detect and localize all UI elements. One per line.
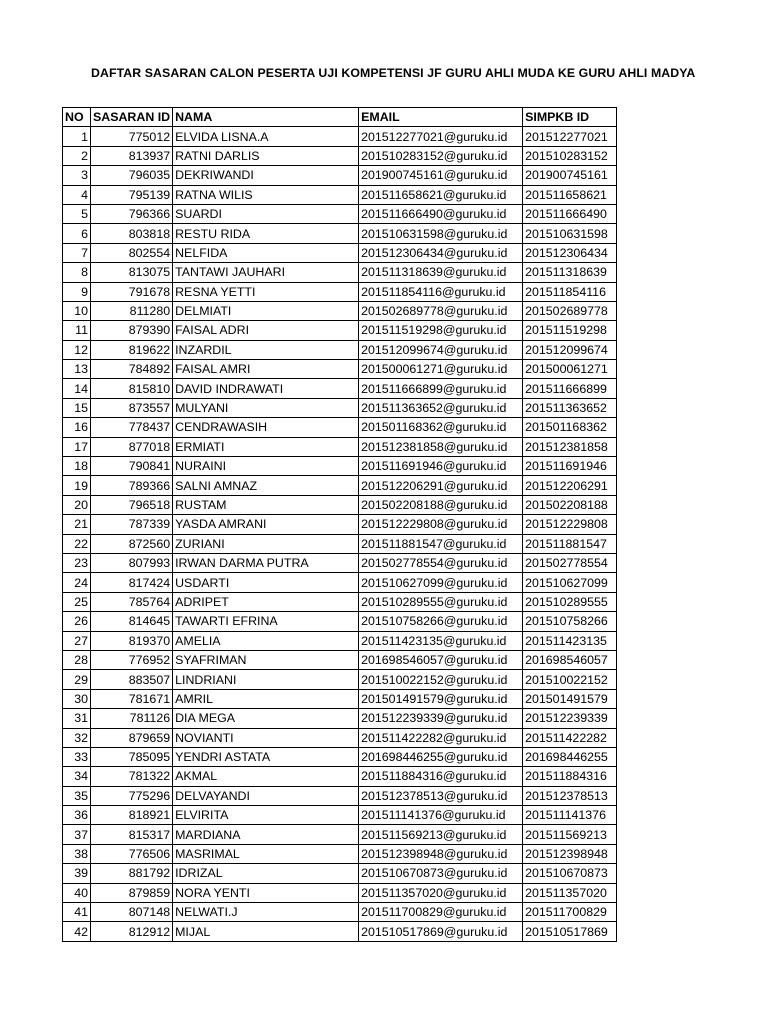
- table-row: [63, 689, 617, 708]
- cell-sasaran-id: 781126: [91, 709, 173, 728]
- cell-simpkb-id: 201511700829: [523, 903, 617, 922]
- cell-no: 1: [63, 127, 91, 146]
- cell-simpkb-id: 201698546057: [523, 650, 617, 669]
- cell-email: 201511357020@guruku.id: [359, 883, 523, 902]
- cell-email: 201511881547@guruku.id: [359, 534, 523, 553]
- cell-nama: YENDRI ASTATA: [173, 747, 359, 766]
- cell-no: 24: [63, 573, 91, 592]
- cell-simpkb-id: 201510631598: [523, 224, 617, 243]
- cell-no: 27: [63, 631, 91, 650]
- cell-nama: MASRIMAL: [173, 844, 359, 863]
- cell-email: 201511700829@guruku.id: [359, 903, 523, 922]
- cell-sasaran-id: 811280: [91, 301, 173, 320]
- cell-no: 6: [63, 224, 91, 243]
- cell-sasaran-id: 873557: [91, 398, 173, 417]
- cell-sasaran-id: 813937: [91, 146, 173, 165]
- table-row: [63, 728, 617, 747]
- cell-simpkb-id: 201510758266: [523, 612, 617, 631]
- cell-nama: DAVID INDRAWATI: [173, 379, 359, 398]
- cell-email: 201511884316@guruku.id: [359, 767, 523, 786]
- table-row: [63, 515, 617, 534]
- cell-simpkb-id: 201511666490: [523, 204, 617, 223]
- cell-nama: RESTU RIDA: [173, 224, 359, 243]
- cell-no: 31: [63, 709, 91, 728]
- cell-nama: MULYANI: [173, 398, 359, 417]
- cell-simpkb-id: 201500061271: [523, 360, 617, 379]
- cell-sasaran-id: 819370: [91, 631, 173, 650]
- document-title: DAFTAR SASARAN CALON PESERTA UJI KOMPETENSI JF GURU AHLI MUDA KE GURU AHLI MADYA: [91, 66, 696, 80]
- table-row: [63, 437, 617, 456]
- cell-nama: ERMIATI: [173, 437, 359, 456]
- cell-simpkb-id: 201511881547: [523, 534, 617, 553]
- table-row: [63, 553, 617, 572]
- cell-no: 35: [63, 786, 91, 805]
- header-email: EMAIL: [359, 108, 523, 127]
- cell-simpkb-id: 201510289555: [523, 592, 617, 611]
- cell-simpkb-id: 201511884316: [523, 767, 617, 786]
- cell-nama: RATNI DARLIS: [173, 146, 359, 165]
- cell-no: 12: [63, 340, 91, 359]
- table-row: [63, 806, 617, 825]
- cell-simpkb-id: 201511666899: [523, 379, 617, 398]
- cell-nama: ZURIANI: [173, 534, 359, 553]
- cell-no: 4: [63, 185, 91, 204]
- cell-nama: AMELIA: [173, 631, 359, 650]
- cell-nama: AMRIL: [173, 689, 359, 708]
- cell-sasaran-id: 815317: [91, 825, 173, 844]
- table-row: [63, 457, 617, 476]
- table-row: [63, 670, 617, 689]
- cell-no: 10: [63, 301, 91, 320]
- table-row: [63, 321, 617, 340]
- table-row: [63, 709, 617, 728]
- cell-no: 42: [63, 922, 91, 941]
- cell-email: 201512206291@guruku.id: [359, 476, 523, 495]
- table-row: [63, 301, 617, 320]
- table-row: [63, 747, 617, 766]
- cell-nama: FAISAL ADRI: [173, 321, 359, 340]
- cell-sasaran-id: 796366: [91, 204, 173, 223]
- table-row: [63, 476, 617, 495]
- cell-simpkb-id: 201510283152: [523, 146, 617, 165]
- table-row: [63, 650, 617, 669]
- cell-email: 201512099674@guruku.id: [359, 340, 523, 359]
- cell-simpkb-id: 201510670873: [523, 864, 617, 883]
- cell-nama: DEKRIWANDI: [173, 166, 359, 185]
- cell-simpkb-id: 201511569213: [523, 825, 617, 844]
- cell-email: 201510670873@guruku.id: [359, 864, 523, 883]
- cell-simpkb-id: 201511519298: [523, 321, 617, 340]
- cell-email: 201512398948@guruku.id: [359, 844, 523, 863]
- cell-no: 28: [63, 650, 91, 669]
- cell-no: 30: [63, 689, 91, 708]
- cell-no: 19: [63, 476, 91, 495]
- cell-nama: ELVIDA LISNA.A: [173, 127, 359, 146]
- table-row: [63, 263, 617, 282]
- cell-nama: AKMAL: [173, 767, 359, 786]
- cell-nama: NURAINI: [173, 457, 359, 476]
- cell-no: 7: [63, 243, 91, 262]
- cell-simpkb-id: 201511854116: [523, 282, 617, 301]
- cell-email: 201511141376@guruku.id: [359, 806, 523, 825]
- table-row: [63, 903, 617, 922]
- cell-no: 26: [63, 612, 91, 631]
- table-row: [63, 573, 617, 592]
- table-row: [63, 922, 617, 941]
- cell-simpkb-id: 201512277021: [523, 127, 617, 146]
- cell-sasaran-id: 881792: [91, 864, 173, 883]
- cell-email: 201510289555@guruku.id: [359, 592, 523, 611]
- cell-nama: NOVIANTI: [173, 728, 359, 747]
- table-row: [63, 495, 617, 514]
- cell-simpkb-id: 201511357020: [523, 883, 617, 902]
- cell-simpkb-id: 201502689778: [523, 301, 617, 320]
- table-row: [63, 534, 617, 553]
- table-body: [63, 127, 617, 941]
- table-row: [63, 592, 617, 611]
- cell-no: 32: [63, 728, 91, 747]
- cell-simpkb-id: 201501168362: [523, 418, 617, 437]
- cell-sasaran-id: 791678: [91, 282, 173, 301]
- cell-email: 201510631598@guruku.id: [359, 224, 523, 243]
- cell-email: 201512381858@guruku.id: [359, 437, 523, 456]
- table-row: [63, 631, 617, 650]
- cell-sasaran-id: 807148: [91, 903, 173, 922]
- table-row: [63, 127, 617, 146]
- cell-sasaran-id: 789366: [91, 476, 173, 495]
- cell-sasaran-id: 879659: [91, 728, 173, 747]
- cell-email: 201900745161@guruku.id: [359, 166, 523, 185]
- table-row: [63, 185, 617, 204]
- table-row: [63, 379, 617, 398]
- cell-email: 201511423135@guruku.id: [359, 631, 523, 650]
- cell-no: 14: [63, 379, 91, 398]
- cell-nama: ADRIPET: [173, 592, 359, 611]
- cell-email: 201512306434@guruku.id: [359, 243, 523, 262]
- table-row: [63, 786, 617, 805]
- document-title-row: [0, 62, 768, 86]
- cell-email: 201512239339@guruku.id: [359, 709, 523, 728]
- cell-no: 40: [63, 883, 91, 902]
- cell-no: 9: [63, 282, 91, 301]
- cell-no: 3: [63, 166, 91, 185]
- cell-sasaran-id: 807993: [91, 553, 173, 572]
- cell-email: 201511691946@guruku.id: [359, 457, 523, 476]
- cell-sasaran-id: 872560: [91, 534, 173, 553]
- cell-sasaran-id: 802554: [91, 243, 173, 262]
- cell-email: 201698446255@guruku.id: [359, 747, 523, 766]
- cell-nama: USDARTI: [173, 573, 359, 592]
- cell-sasaran-id: 817424: [91, 573, 173, 592]
- cell-nama: NELWATI.J: [173, 903, 359, 922]
- cell-email: 201510022152@guruku.id: [359, 670, 523, 689]
- cell-no: 25: [63, 592, 91, 611]
- table-row: [63, 883, 617, 902]
- cell-simpkb-id: 201512229808: [523, 515, 617, 534]
- cell-no: 41: [63, 903, 91, 922]
- table-row: [63, 282, 617, 301]
- cell-simpkb-id: 201511691946: [523, 457, 617, 476]
- cell-sasaran-id: 776506: [91, 844, 173, 863]
- header-no: NO: [63, 108, 91, 127]
- cell-email: 201511569213@guruku.id: [359, 825, 523, 844]
- participant-table: [62, 107, 617, 942]
- cell-simpkb-id: 201900745161: [523, 166, 617, 185]
- table-row: [63, 204, 617, 223]
- cell-sasaran-id: 879859: [91, 883, 173, 902]
- cell-nama: YASDA AMRANI: [173, 515, 359, 534]
- cell-sasaran-id: 877018: [91, 437, 173, 456]
- cell-sasaran-id: 781671: [91, 689, 173, 708]
- cell-sasaran-id: 778437: [91, 418, 173, 437]
- cell-email: 201511318639@guruku.id: [359, 263, 523, 282]
- cell-email: 201512229808@guruku.id: [359, 515, 523, 534]
- cell-sasaran-id: 776952: [91, 650, 173, 669]
- cell-no: 36: [63, 806, 91, 825]
- cell-no: 17: [63, 437, 91, 456]
- table-row: [63, 825, 617, 844]
- cell-no: 11: [63, 321, 91, 340]
- cell-sasaran-id: 775296: [91, 786, 173, 805]
- header-sasaran-id: SASARAN ID: [91, 108, 173, 127]
- cell-no: 20: [63, 495, 91, 514]
- cell-no: 39: [63, 864, 91, 883]
- cell-sasaran-id: 796518: [91, 495, 173, 514]
- table-row: [63, 166, 617, 185]
- cell-simpkb-id: 201512381858: [523, 437, 617, 456]
- header-simpkb-id: SIMPKB ID: [523, 108, 617, 127]
- cell-email: 201502778554@guruku.id: [359, 553, 523, 572]
- cell-simpkb-id: 201510022152: [523, 670, 617, 689]
- cell-simpkb-id: 201510627099: [523, 573, 617, 592]
- table-row: [63, 864, 617, 883]
- cell-simpkb-id: 201512099674: [523, 340, 617, 359]
- cell-email: 201512277021@guruku.id: [359, 127, 523, 146]
- cell-sasaran-id: 814645: [91, 612, 173, 631]
- cell-nama: CENDRAWASIH: [173, 418, 359, 437]
- cell-no: 22: [63, 534, 91, 553]
- cell-no: 15: [63, 398, 91, 417]
- cell-simpkb-id: 201511423135: [523, 631, 617, 650]
- cell-simpkb-id: 201511141376: [523, 806, 617, 825]
- cell-email: 201510627099@guruku.id: [359, 573, 523, 592]
- cell-email: 201511666899@guruku.id: [359, 379, 523, 398]
- cell-nama: NELFIDA: [173, 243, 359, 262]
- cell-sasaran-id: 879390: [91, 321, 173, 340]
- cell-simpkb-id: 201510517869: [523, 922, 617, 941]
- cell-email: 201511422282@guruku.id: [359, 728, 523, 747]
- cell-email: 201512378513@guruku.id: [359, 786, 523, 805]
- cell-sasaran-id: 819622: [91, 340, 173, 359]
- cell-sasaran-id: 795139: [91, 185, 173, 204]
- cell-no: 8: [63, 263, 91, 282]
- cell-nama: MARDIANA: [173, 825, 359, 844]
- cell-sasaran-id: 781322: [91, 767, 173, 786]
- table-row: [63, 340, 617, 359]
- table-row: [63, 360, 617, 379]
- cell-no: 34: [63, 767, 91, 786]
- cell-nama: SYAFRIMAN: [173, 650, 359, 669]
- cell-sasaran-id: 790841: [91, 457, 173, 476]
- cell-no: 2: [63, 146, 91, 165]
- cell-sasaran-id: 813075: [91, 263, 173, 282]
- cell-nama: DIA MEGA: [173, 709, 359, 728]
- cell-no: 13: [63, 360, 91, 379]
- cell-nama: TANTAWI JAUHARI: [173, 263, 359, 282]
- cell-no: 29: [63, 670, 91, 689]
- cell-simpkb-id: 201511363652: [523, 398, 617, 417]
- cell-nama: LINDRIANI: [173, 670, 359, 689]
- header-row: [63, 108, 617, 127]
- cell-email: 201511666490@guruku.id: [359, 204, 523, 223]
- cell-nama: IRWAN DARMA PUTRA: [173, 553, 359, 572]
- cell-email: 201502208188@guruku.id: [359, 495, 523, 514]
- cell-email: 201510758266@guruku.id: [359, 612, 523, 631]
- cell-no: 5: [63, 204, 91, 223]
- cell-simpkb-id: 201512378513: [523, 786, 617, 805]
- cell-simpkb-id: 201511658621: [523, 185, 617, 204]
- cell-simpkb-id: 201501491579: [523, 689, 617, 708]
- cell-sasaran-id: 812912: [91, 922, 173, 941]
- cell-no: 21: [63, 515, 91, 534]
- cell-no: 37: [63, 825, 91, 844]
- cell-sasaran-id: 815810: [91, 379, 173, 398]
- cell-simpkb-id: 201502778554: [523, 553, 617, 572]
- cell-email: 201501168362@guruku.id: [359, 418, 523, 437]
- cell-no: 33: [63, 747, 91, 766]
- cell-email: 201510283152@guruku.id: [359, 146, 523, 165]
- cell-simpkb-id: 201511318639: [523, 263, 617, 282]
- cell-nama: INZARDIL: [173, 340, 359, 359]
- table-row: [63, 767, 617, 786]
- cell-email: 201500061271@guruku.id: [359, 360, 523, 379]
- cell-sasaran-id: 883507: [91, 670, 173, 689]
- cell-no: 16: [63, 418, 91, 437]
- cell-nama: IDRIZAL: [173, 864, 359, 883]
- cell-sasaran-id: 818921: [91, 806, 173, 825]
- cell-email: 201511363652@guruku.id: [359, 398, 523, 417]
- cell-nama: RESNA YETTI: [173, 282, 359, 301]
- cell-nama: DELMIATI: [173, 301, 359, 320]
- cell-nama: SUARDI: [173, 204, 359, 223]
- cell-email: 201511658621@guruku.id: [359, 185, 523, 204]
- cell-sasaran-id: 785764: [91, 592, 173, 611]
- table-row: [63, 398, 617, 417]
- cell-nama: RUSTAM: [173, 495, 359, 514]
- cell-simpkb-id: 201512398948: [523, 844, 617, 863]
- cell-sasaran-id: 775012: [91, 127, 173, 146]
- cell-simpkb-id: 201512239339: [523, 709, 617, 728]
- cell-email: 201511854116@guruku.id: [359, 282, 523, 301]
- cell-sasaran-id: 785095: [91, 747, 173, 766]
- cell-nama: FAISAL AMRI: [173, 360, 359, 379]
- header-nama: NAMA: [173, 108, 359, 127]
- cell-nama: ELVIRITA: [173, 806, 359, 825]
- cell-simpkb-id: 201502208188: [523, 495, 617, 514]
- cell-simpkb-id: 201512306434: [523, 243, 617, 262]
- cell-simpkb-id: 201698446255: [523, 747, 617, 766]
- cell-nama: SALNI AMNAZ: [173, 476, 359, 495]
- table-row: [63, 612, 617, 631]
- cell-nama: RATNA WILIS: [173, 185, 359, 204]
- cell-sasaran-id: 796035: [91, 166, 173, 185]
- cell-no: 23: [63, 553, 91, 572]
- cell-email: 201511519298@guruku.id: [359, 321, 523, 340]
- cell-nama: TAWARTI EFRINA: [173, 612, 359, 631]
- table-row: [63, 243, 617, 262]
- cell-sasaran-id: 787339: [91, 515, 173, 534]
- table-row: [63, 418, 617, 437]
- cell-sasaran-id: 803818: [91, 224, 173, 243]
- cell-nama: MIJAL: [173, 922, 359, 941]
- table-row: [63, 224, 617, 243]
- cell-email: 201502689778@guruku.id: [359, 301, 523, 320]
- cell-simpkb-id: 201511422282: [523, 728, 617, 747]
- cell-sasaran-id: 784892: [91, 360, 173, 379]
- cell-nama: NORA YENTI: [173, 883, 359, 902]
- cell-email: 201698546057@guruku.id: [359, 650, 523, 669]
- table-row: [63, 146, 617, 165]
- cell-no: 38: [63, 844, 91, 863]
- cell-email: 201501491579@guruku.id: [359, 689, 523, 708]
- table-row: [63, 844, 617, 863]
- cell-simpkb-id: 201512206291: [523, 476, 617, 495]
- cell-nama: DELVAYANDI: [173, 786, 359, 805]
- cell-no: 18: [63, 457, 91, 476]
- cell-email: 201510517869@guruku.id: [359, 922, 523, 941]
